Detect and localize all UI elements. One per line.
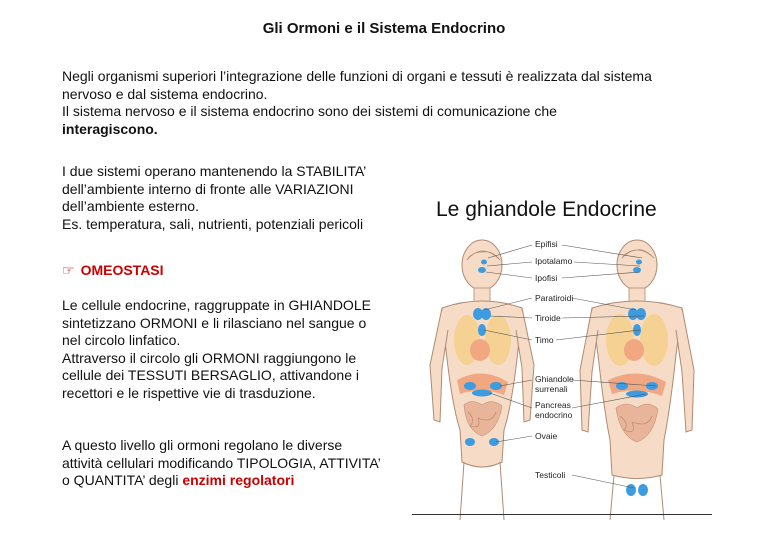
level-line-prefix: o QUANTITA’ degli bbox=[62, 472, 183, 488]
label-ipofisi: Ipofisi bbox=[535, 273, 558, 283]
label-timo: Timo bbox=[535, 335, 554, 345]
page-title: Gli Ormoni e il Sistema Endocrino bbox=[262, 20, 506, 37]
cells-line: sintetizzano ORMONI e li rilasciano nel sangue o bbox=[62, 314, 367, 331]
figure-title: Le ghiandole Endocrine bbox=[436, 198, 657, 221]
stability-line: I due sistemi operano mantenendo la STABILITA’ bbox=[62, 163, 367, 179]
cells-paragraph bbox=[62, 297, 402, 402]
cells-line: cellule dei TESSUTI BERSAGLIO, attivandone i bbox=[62, 367, 359, 383]
cells-line: nel circolo linfatico. bbox=[62, 332, 181, 348]
cells-line: Le cellule endocrine, raggruppate in GHIANDOLE bbox=[62, 297, 371, 313]
label-pancreas bbox=[535, 401, 572, 420]
female-body bbox=[430, 240, 534, 520]
stability-line: dell’ambiente esterno. bbox=[62, 198, 199, 214]
label-testicoli: Testicoli bbox=[535, 470, 566, 480]
level-line: A questo livello gli ormoni regolano le diverse bbox=[62, 437, 343, 453]
label-surrenali-line: Ghiandole bbox=[535, 374, 574, 384]
label-ovaie: Ovaie bbox=[535, 431, 558, 441]
male-body bbox=[580, 240, 694, 520]
label-tiroide: Tiroide bbox=[535, 313, 561, 323]
level-line: attività cellulari modificando TIPOLOGIA, ATTIVITA’ bbox=[62, 454, 381, 471]
label-paratiroidi: Paratiroidi bbox=[535, 293, 574, 303]
intro-bold-word: interagiscono. bbox=[62, 120, 158, 137]
intro-line: Negli organismi superiori l’integrazione delle funzioni di organi e tessuti è realizzata dal sistema bbox=[62, 68, 652, 84]
stability-line: dell’ambiente interno di fronte alle VARIAZIONI bbox=[62, 180, 354, 197]
intro-line: Il sistema nervoso e il sistema endocrino sono dei sistemi di comunicazione che bbox=[62, 103, 557, 119]
pointing-hand-icon: ☞ bbox=[62, 262, 75, 278]
enzimi-regolatori-highlight: enzimi regolatori bbox=[182, 472, 295, 488]
cells-line: recettori e le rispettive vie di trasduzione. bbox=[62, 384, 316, 401]
omeostasi-bullet bbox=[62, 262, 164, 279]
endocrine-figure bbox=[412, 190, 712, 520]
label-epifisi: Epifisi bbox=[535, 239, 558, 249]
label-surrenali bbox=[535, 375, 574, 394]
stability-line: Es. temperatura, sali, nutrienti, potenziali pericoli bbox=[62, 215, 364, 232]
label-pancreas-line: Pancreas bbox=[535, 400, 571, 410]
cells-line: Attraverso il circolo gli ORMONI raggiungono le bbox=[62, 349, 357, 366]
stability-paragraph bbox=[62, 163, 402, 233]
intro-line: nervoso e dal sistema endocrino. bbox=[62, 85, 268, 102]
level-paragraph bbox=[62, 437, 407, 490]
label-pancreas-line: endocrino bbox=[535, 409, 573, 420]
figure-baseline bbox=[412, 514, 712, 515]
omeostasi-label: OMEOSTASI bbox=[80, 262, 164, 278]
intro-paragraph bbox=[62, 68, 712, 138]
label-surrenali-line: surrenali bbox=[535, 383, 568, 394]
label-ipotalamo: Ipotalamo bbox=[535, 256, 573, 266]
